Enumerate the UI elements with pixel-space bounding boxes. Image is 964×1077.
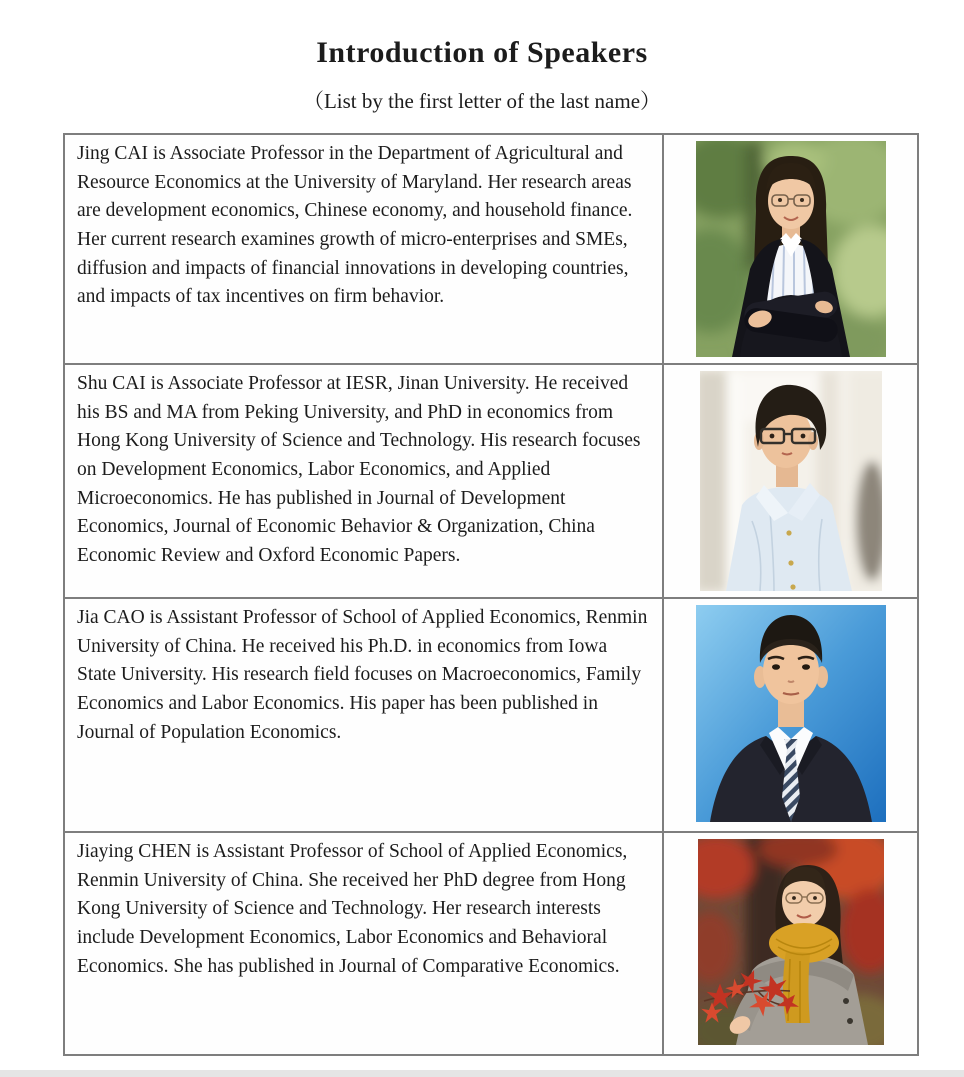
bio-text-jiaying-chen: Jiaying CHEN is Assistant Professor of School of Applied Economics, Renmin University of China. She received her PhD degree from Hong Kong University of Science and Technology. Her research interests include Development Economics, Labor Economics and Behavioral Economics. She has published in Journal of Comparative Economics. bbox=[64, 832, 663, 1055]
photo-cell-jiaying-chen bbox=[663, 832, 918, 1055]
photo-cell-jia-cao bbox=[663, 598, 918, 832]
table-row-jia-cao bbox=[64, 598, 918, 832]
bio-text-jing-cai: Jing CAI is Associate Professor in the Department of Agricultural and Resource Economics at the University of Maryland. Her research areas are development economics, Chinese economy, and household finance. Her current research examines growth of micro-enterprises and SMEs, diffusion and impacts of financial innovations in developing countries, and impacts of tax incentives on firm behavior. bbox=[64, 134, 663, 364]
bio-text-jia-cao: Jia CAO is Assistant Professor of School of Applied Economics, Renmin University of China. He received his Ph.D. in economics from Iowa State University. His research field focuses on Macroeconomics, Family Economics and Labor Economics. His paper has been published in Journal of Population Economics. bbox=[64, 598, 663, 832]
bottom-edge-strip bbox=[0, 1070, 964, 1077]
table-row-jiaying-chen bbox=[64, 832, 918, 1055]
page-title: Introduction of Speakers bbox=[316, 36, 648, 69]
portrait-photo-jing-cai bbox=[696, 141, 886, 357]
speakers-table bbox=[63, 133, 919, 1056]
table-row-jing-cai bbox=[64, 134, 918, 364]
table-row-shu-cai bbox=[64, 364, 918, 598]
bio-text-shu-cai: Shu CAI is Associate Professor at IESR, Jinan University. He received his BS and MA from Peking University, and PhD in economics from Hong Kong University of Science and Technology. His research focuses on Development Economics, Labor Economics, and Applied Microeconomics. He has published in Journal of Development Economics, Journal of Economic Behavior & Organization, China Economic Review and Oxford Economic Papers. bbox=[64, 364, 663, 598]
photo-cell-jing-cai bbox=[663, 134, 918, 364]
page-subtitle: （List by the first letter of the last name） bbox=[302, 89, 662, 113]
portrait-photo-jiaying-chen bbox=[698, 839, 884, 1045]
portrait-photo-jia-cao bbox=[696, 605, 886, 822]
portrait-photo-shu-cai bbox=[700, 371, 882, 591]
photo-cell-shu-cai bbox=[663, 364, 918, 598]
